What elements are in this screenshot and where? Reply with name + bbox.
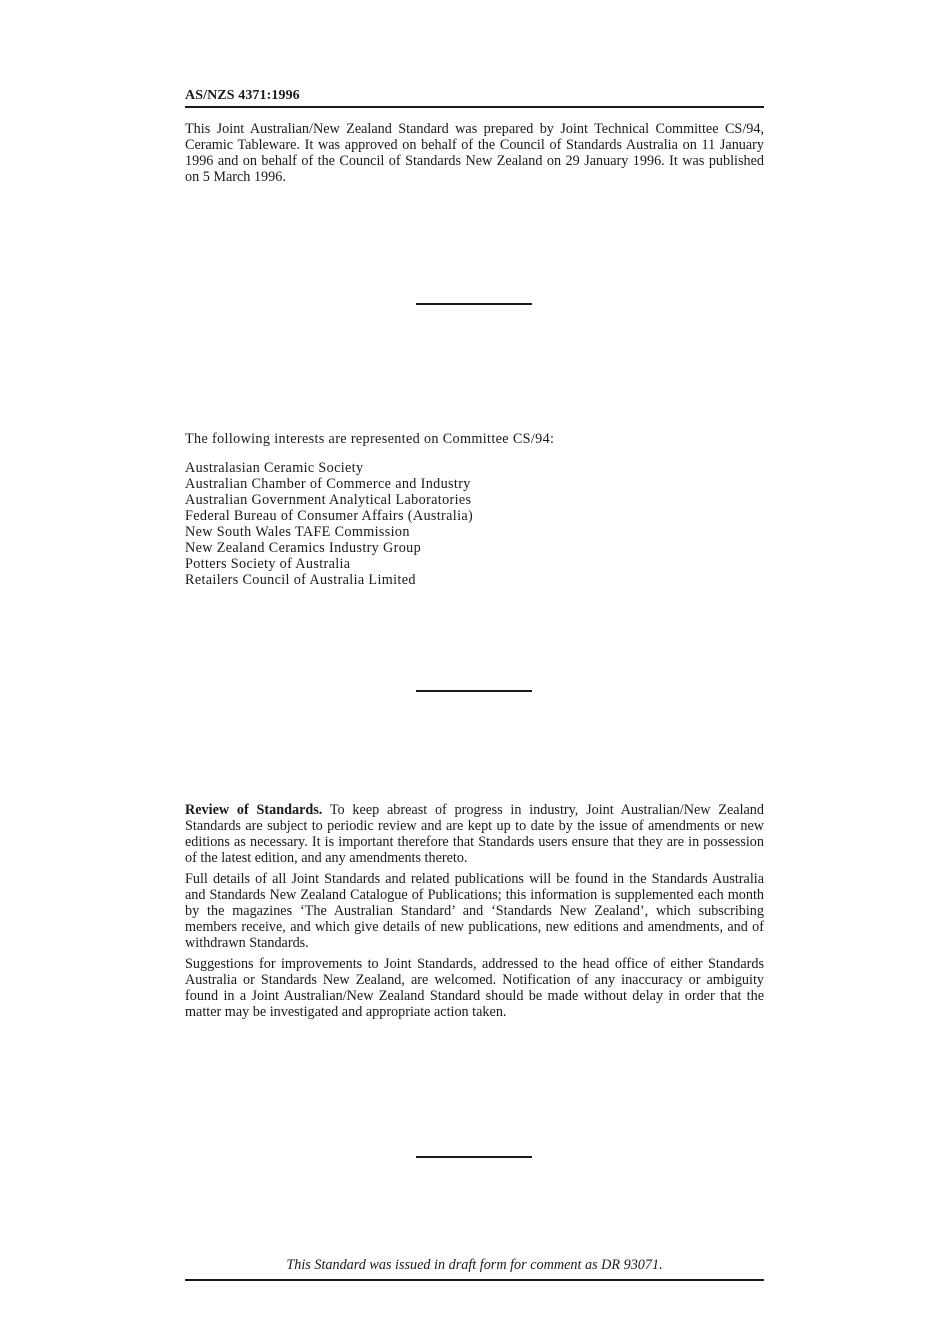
- section-divider-2: [416, 690, 532, 692]
- document-page: [185, 0, 764, 1344]
- review-paragraph-2: Full details of all Joint Standards and related publications will be found in the Standards Australia and Standards New Zealand Catalogue of Publications; this information is supplemented each month by the magazines ‘The Australian Standard’ and ‘Standards New Zealand’, which subscribing members receive, and which give details of new publications, new editions and amendments, and of withdrawn Standards.: [185, 871, 764, 951]
- list-item: New South Wales TAFE Commission: [185, 524, 410, 540]
- review-of-standards-section: [185, 802, 764, 1020]
- list-item: Australasian Ceramic Society: [185, 460, 364, 476]
- draft-note: This Standard was issued in draft form for comment as DR 93071.: [286, 1257, 663, 1273]
- review-paragraph-1: [185, 802, 764, 866]
- header-rule: [185, 106, 764, 108]
- section-divider-3: [416, 1156, 532, 1158]
- review-paragraph-3: Suggestions for improvements to Joint Standards, addressed to the head office of either Standards Australia or Standards New Zealand, are welcomed. Notification of any inaccuracy or ambiguity found in a Joint Australian/New Zealand Standard should be made without delay in order that the matter may be investigated and appropriate action taken.: [185, 956, 764, 1020]
- list-item: Retailers Council of Australia Limited: [185, 572, 416, 588]
- list-item: Australian Chamber of Commerce and Industry: [185, 476, 471, 492]
- list-item: Australian Government Analytical Laboratories: [185, 492, 472, 508]
- interests-list: [185, 460, 473, 588]
- review-text-1: To keep abreast of progress in industry, Joint Australian/New Zealand Standards are subject to periodic review and are kept up to date by the issue of amendments or new editions as necessary. It is important therefore that Standards users ensure that they are in possession of the latest edition, and any amendments thereto.: [185, 802, 764, 866]
- list-item: Potters Society of Australia: [185, 556, 351, 572]
- review-lead: Review of Standards.: [185, 802, 323, 818]
- section-divider-1: [416, 303, 532, 305]
- intro-paragraph: This Joint Australian/New Zealand Standard was prepared by Joint Technical Committee CS/94, Ceramic Tableware. It was approved on behalf of the Council of Standards Australia on 11 January 1996 and on behalf of the Council of Standards New Zealand on 29 January 1996. It was published on 5 March 1996.: [185, 121, 764, 185]
- list-item: New Zealand Ceramics Industry Group: [185, 540, 422, 556]
- interests-heading: The following interests are represented on Committee CS/94:: [185, 431, 555, 447]
- footer-rule: [185, 1279, 764, 1281]
- list-item: Federal Bureau of Consumer Affairs (Australia): [185, 508, 474, 524]
- standard-code: AS/NZS 4371:1996: [185, 88, 300, 103]
